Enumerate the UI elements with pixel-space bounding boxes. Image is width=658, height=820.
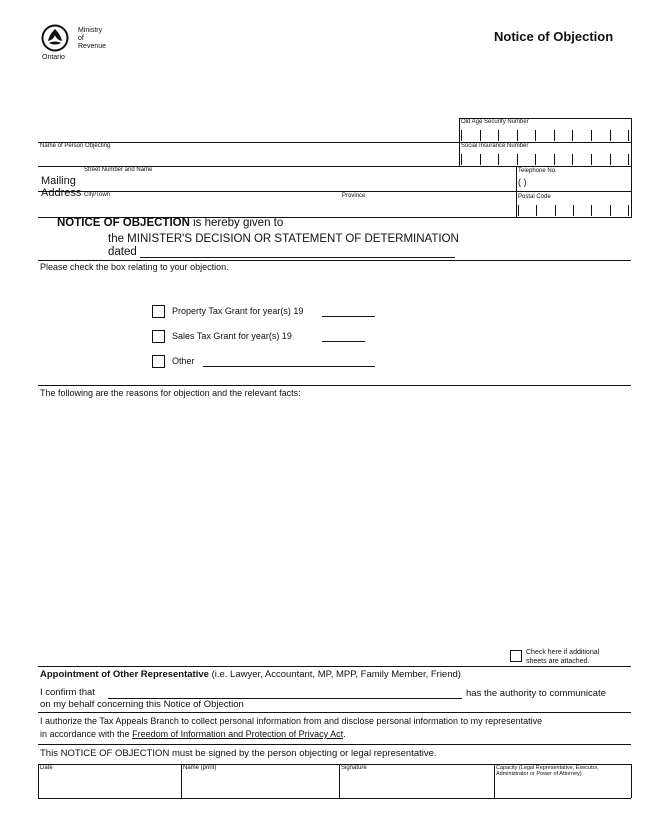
address-label: Address [41, 187, 82, 199]
province-name: Ontario [42, 54, 65, 61]
representative-heading [40, 669, 461, 680]
postal-label: Postal Code [518, 194, 551, 200]
sales-tax-label: Sales Tax Grant for year(s) 19 [172, 331, 292, 341]
sales-tax-checkbox[interactable] [152, 330, 165, 343]
property-tax-label: Property Tax Grant for year(s) 19 [172, 306, 304, 316]
ministry-line: of [78, 35, 84, 42]
authorize-line-2-end: . [343, 729, 346, 739]
ministry-name [78, 27, 106, 51]
ministry-line: Ministry [78, 27, 103, 34]
old-age-security-label: Old Age Security Number [461, 119, 529, 125]
street-field[interactable] [100, 174, 510, 188]
confirm-start: I confirm that [40, 687, 95, 698]
representative-heading-bold: Appointment of Other Representative [40, 669, 209, 680]
privacy-act-name: Freedom of Information and Protection of Privacy Act [132, 729, 344, 739]
province-label: Province [342, 193, 366, 199]
other-label: Other [172, 356, 195, 366]
form-title: Notice of Objection [494, 29, 614, 44]
telephone-field[interactable]: ( ) [518, 177, 527, 187]
name-field[interactable] [40, 150, 456, 164]
date-label: Date [40, 765, 53, 771]
additional-sheets-line: Check here if additional [526, 649, 600, 656]
representative-heading-rest: (i.e. Lawyer, Accountant, MP, MPP, Family Member, Friend) [211, 669, 461, 680]
confirm-end: has the authority to communicate [466, 688, 606, 699]
telephone-label: Telephone No. [518, 168, 557, 174]
authorize-line-1: I authorize the Tax Appeals Branch to collect personal information from and disclose personal information to my representative [40, 716, 543, 726]
postal-code-field[interactable] [518, 205, 629, 216]
notice-rest: is hereby given to [193, 217, 284, 229]
ministry-line: Revenue [78, 43, 107, 50]
name-label: Name of Person Objecting [40, 143, 111, 149]
reasons-label: The following are the reasons for objection and the relevant facts: [40, 388, 301, 398]
capacity-field[interactable] [496, 778, 628, 796]
capacity-line: Capacity (Legal Representative, Executor, [496, 765, 599, 771]
name-print-field[interactable] [183, 773, 336, 795]
capacity-label [496, 765, 599, 777]
additional-sheets-checkbox[interactable] [510, 650, 522, 662]
authorize-line-2-start: in accordance with the [40, 729, 130, 739]
authorize-line-2 [40, 729, 346, 740]
property-tax-year-field[interactable] [322, 316, 375, 317]
city-label: City/Town [84, 192, 111, 198]
notice-line-2: the MINISTER'S DECISION OR STATEMENT OF DETERMINATION [108, 233, 459, 245]
signature-field[interactable] [341, 773, 491, 795]
date-field[interactable] [40, 773, 178, 795]
additional-sheets-line: sheets are attached. [526, 658, 590, 665]
street-label: Street Number and Name [84, 167, 153, 173]
mailing-label: Mailing [41, 175, 76, 187]
reasons-textarea[interactable] [40, 402, 628, 642]
sin-field[interactable] [461, 154, 629, 165]
must-sign-note: This NOTICE OF OBJECTION must be signed by the person objecting or legal representative. [40, 748, 437, 759]
capacity-line: Administrator or Power of Attorney) [496, 771, 582, 777]
other-checkbox[interactable] [152, 355, 165, 368]
signature-label: Signature [341, 765, 367, 771]
property-tax-checkbox[interactable] [152, 305, 165, 318]
confirm-line-2: on my behalf concerning this Notice of Objection [40, 699, 244, 710]
additional-sheets-label [526, 648, 599, 666]
other-field[interactable] [203, 366, 375, 367]
name-print-label: Name (print) [183, 765, 217, 771]
ontario-trillium-logo [40, 24, 70, 52]
city-province-field[interactable] [100, 200, 510, 214]
dated-field[interactable] [140, 257, 455, 258]
sin-label: Social Insurance Number [461, 143, 529, 149]
notice-bold: NOTICE OF OBJECTION [57, 217, 190, 229]
sales-tax-year-field[interactable] [322, 341, 365, 342]
notice-line-3: dated [108, 246, 137, 258]
old-age-security-number-field[interactable] [461, 130, 629, 141]
objection-instruction: Please check the box relating to your objection. [40, 262, 229, 272]
notice-line-1 [57, 216, 283, 230]
